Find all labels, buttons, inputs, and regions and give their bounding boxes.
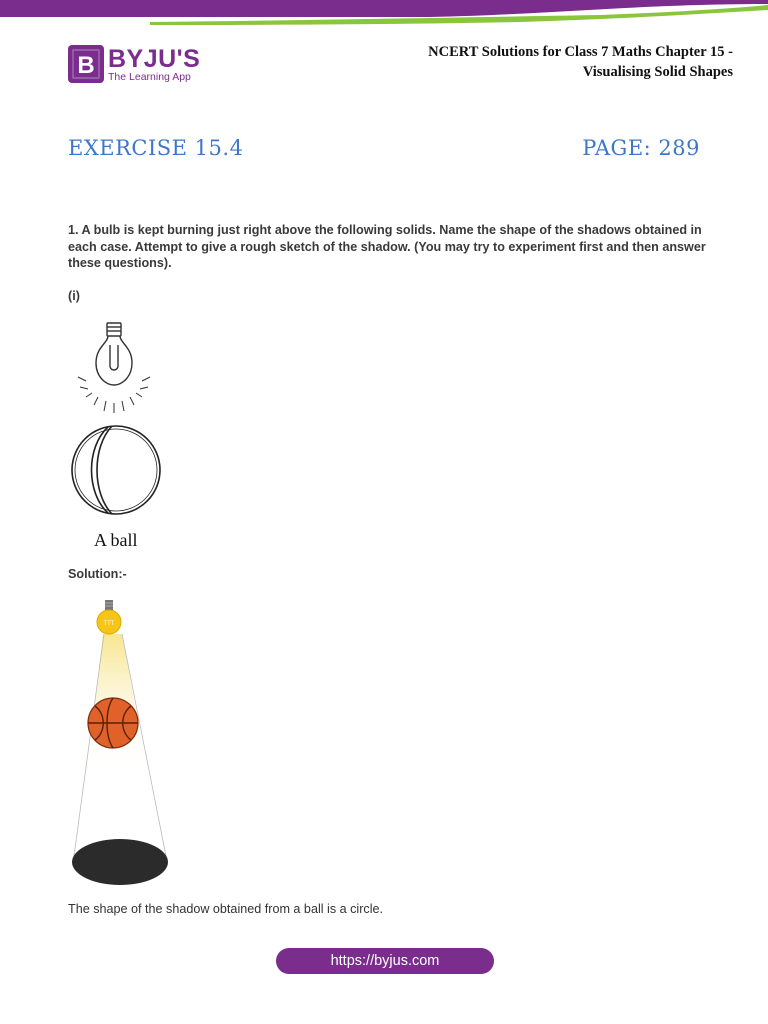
bulb-icon bbox=[97, 600, 121, 634]
ball-sketch-icon bbox=[72, 426, 160, 514]
question-text: 1. A bulb is kept burning just right above the following solids. Name the shape of the shadows obtained in each case. Attempt to give a rough sketch of the shadow. (You may try to experiment first and then answer these questions). bbox=[68, 223, 706, 270]
logo-b-icon bbox=[68, 45, 104, 83]
byjus-logo bbox=[68, 45, 208, 87]
brand-name: BYJU'S bbox=[108, 45, 201, 73]
svg-text:TTT: TTT bbox=[103, 621, 115, 627]
shadow-ellipse bbox=[72, 839, 168, 885]
footer-url-link[interactable]: https://byjus.com bbox=[276, 948, 494, 974]
brand-tagline: The Learning App bbox=[108, 71, 191, 83]
sketch-caption: A ball bbox=[94, 530, 138, 550]
basketball-icon bbox=[88, 698, 138, 748]
bulb-and-ball-sketch bbox=[60, 315, 170, 520]
document-title bbox=[353, 42, 733, 82]
logo-letter: B bbox=[77, 52, 95, 79]
top-header-band bbox=[0, 0, 768, 26]
exercise-heading: EXERCISE 15.4 bbox=[68, 136, 244, 160]
solution-answer: The shape of the shadow obtained from a ball is a circle. bbox=[68, 902, 384, 916]
page-number: PAGE: 289 bbox=[582, 136, 700, 160]
logo-mark bbox=[68, 45, 104, 83]
question-part-label: (i) bbox=[68, 289, 80, 303]
shadow-illustration bbox=[60, 598, 180, 890]
document-title-line1: NCERT Solutions for Class 7 Maths Chapter 15 - bbox=[428, 44, 733, 60]
document-title-line2: Visualising Solid Shapes bbox=[582, 64, 733, 80]
bulb-sketch-icon bbox=[78, 323, 150, 413]
solution-label: Solution:- bbox=[68, 567, 127, 581]
